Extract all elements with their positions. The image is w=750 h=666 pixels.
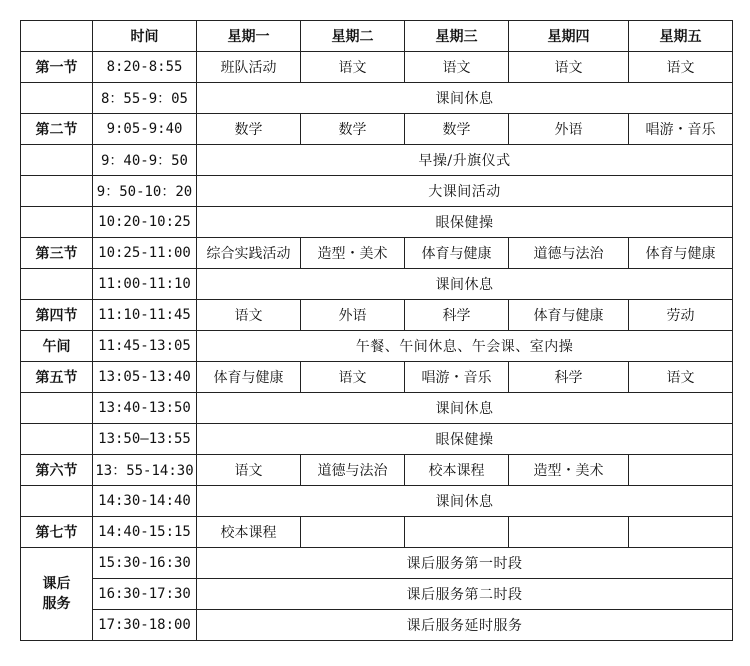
table-row (21, 362, 733, 393)
table-row (21, 331, 733, 362)
table-row (21, 114, 733, 145)
period-label: 第一节 (21, 52, 93, 83)
break-cell: 课间休息 (197, 269, 733, 300)
header-wednesday: 星期三 (405, 21, 509, 52)
subject-cell: 语文 (197, 300, 301, 331)
table-row (21, 145, 733, 176)
subject-cell: 班队活动 (197, 52, 301, 83)
break-cell: 大课间活动 (197, 176, 733, 207)
break-cell: 午餐、午间休息、午会课、室内操 (197, 331, 733, 362)
subject-cell: 外语 (509, 114, 629, 145)
service-cell: 课后服务延时服务 (197, 610, 733, 641)
table-row (21, 238, 733, 269)
table-row (21, 52, 733, 83)
subject-cell: 语文 (509, 52, 629, 83)
subject-cell: 数学 (405, 114, 509, 145)
table-row (21, 207, 733, 238)
subject-cell: 语文 (197, 455, 301, 486)
time-cell: 10:25-11:00 (93, 238, 197, 269)
header-time: 时间 (93, 21, 197, 52)
header-blank (21, 21, 93, 52)
after-school-label-line2: 服务 (42, 596, 71, 612)
time-cell: 11:00-11:10 (93, 269, 197, 300)
table-row (21, 517, 733, 548)
period-label (21, 145, 93, 176)
subject-cell: 语文 (629, 362, 733, 393)
period-label (21, 486, 93, 517)
break-cell: 早操/升旗仪式 (197, 145, 733, 176)
time-cell: 9:05-9:40 (93, 114, 197, 145)
period-label (21, 176, 93, 207)
time-cell: 9：40-9：50 (93, 145, 197, 176)
subject-cell: 校本课程 (405, 455, 509, 486)
subject-cell: 语文 (301, 52, 405, 83)
subject-cell: 劳动 (629, 300, 733, 331)
period-label (21, 207, 93, 238)
period-label: 第四节 (21, 300, 93, 331)
subject-cell: 唱游・音乐 (629, 114, 733, 145)
time-cell: 13:40-13:50 (93, 393, 197, 424)
service-cell: 课后服务第一时段 (197, 548, 733, 579)
subject-cell: 科学 (405, 300, 509, 331)
subject-cell (629, 517, 733, 548)
after-school-label-line1: 课后 (42, 576, 71, 592)
period-label: 第五节 (21, 362, 93, 393)
header-thursday: 星期四 (509, 21, 629, 52)
table-row (21, 486, 733, 517)
time-cell: 13:05-13:40 (93, 362, 197, 393)
period-label (21, 393, 93, 424)
table-row (21, 424, 733, 455)
subject-cell (629, 455, 733, 486)
break-cell: 眼保健操 (197, 424, 733, 455)
subject-cell (405, 517, 509, 548)
time-cell: 15:30-16:30 (93, 548, 197, 579)
table-row (21, 455, 733, 486)
table-row (21, 269, 733, 300)
subject-cell: 校本课程 (197, 517, 301, 548)
period-label: 午间 (21, 331, 93, 362)
subject-cell: 外语 (301, 300, 405, 331)
subject-cell (301, 517, 405, 548)
time-cell: 11:45-13:05 (93, 331, 197, 362)
subject-cell: 体育与健康 (509, 300, 629, 331)
subject-cell: 造型・美术 (301, 238, 405, 269)
table-row (21, 176, 733, 207)
time-cell: 10:20-10:25 (93, 207, 197, 238)
subject-cell: 综合实践活动 (197, 238, 301, 269)
subject-cell (509, 517, 629, 548)
subject-cell: 科学 (509, 362, 629, 393)
time-cell: 11:10-11:45 (93, 300, 197, 331)
subject-cell: 语文 (301, 362, 405, 393)
period-label (21, 83, 93, 114)
subject-cell: 语文 (629, 52, 733, 83)
subject-cell: 道德与法治 (509, 238, 629, 269)
break-cell: 课间休息 (197, 393, 733, 424)
service-cell: 课后服务第二时段 (197, 579, 733, 610)
table-row (21, 610, 733, 641)
break-cell: 眼保健操 (197, 207, 733, 238)
subject-cell: 语文 (405, 52, 509, 83)
subject-cell: 体育与健康 (405, 238, 509, 269)
subject-cell: 体育与健康 (629, 238, 733, 269)
subject-cell: 造型・美术 (509, 455, 629, 486)
time-cell: 13:50—13:55 (93, 424, 197, 455)
time-cell: 17:30-18:00 (93, 610, 197, 641)
time-cell: 14:30-14:40 (93, 486, 197, 517)
break-cell: 课间休息 (197, 486, 733, 517)
table-row (21, 300, 733, 331)
time-cell: 16:30-17:30 (93, 579, 197, 610)
subject-cell: 数学 (197, 114, 301, 145)
period-label (21, 424, 93, 455)
table-row (21, 579, 733, 610)
header-monday: 星期一 (197, 21, 301, 52)
subject-cell: 体育与健康 (197, 362, 301, 393)
period-label (21, 269, 93, 300)
period-label: 第二节 (21, 114, 93, 145)
time-cell: 8：55-9：05 (93, 83, 197, 114)
time-cell: 14:40-15:15 (93, 517, 197, 548)
after-school-label (21, 548, 93, 641)
class-schedule (20, 20, 732, 641)
subject-cell: 道德与法治 (301, 455, 405, 486)
period-label: 第七节 (21, 517, 93, 548)
table-row (21, 393, 733, 424)
time-cell: 8:20-8:55 (93, 52, 197, 83)
time-cell: 13：55-14:30 (93, 455, 197, 486)
time-cell: 9：50-10：20 (93, 176, 197, 207)
header-row (21, 21, 733, 52)
header-tuesday: 星期二 (301, 21, 405, 52)
schedule-table (20, 20, 733, 641)
header-friday: 星期五 (629, 21, 733, 52)
period-label: 第三节 (21, 238, 93, 269)
subject-cell: 唱游・音乐 (405, 362, 509, 393)
subject-cell: 数学 (301, 114, 405, 145)
break-cell: 课间休息 (197, 83, 733, 114)
period-label: 第六节 (21, 455, 93, 486)
table-row (21, 83, 733, 114)
table-row (21, 548, 733, 579)
